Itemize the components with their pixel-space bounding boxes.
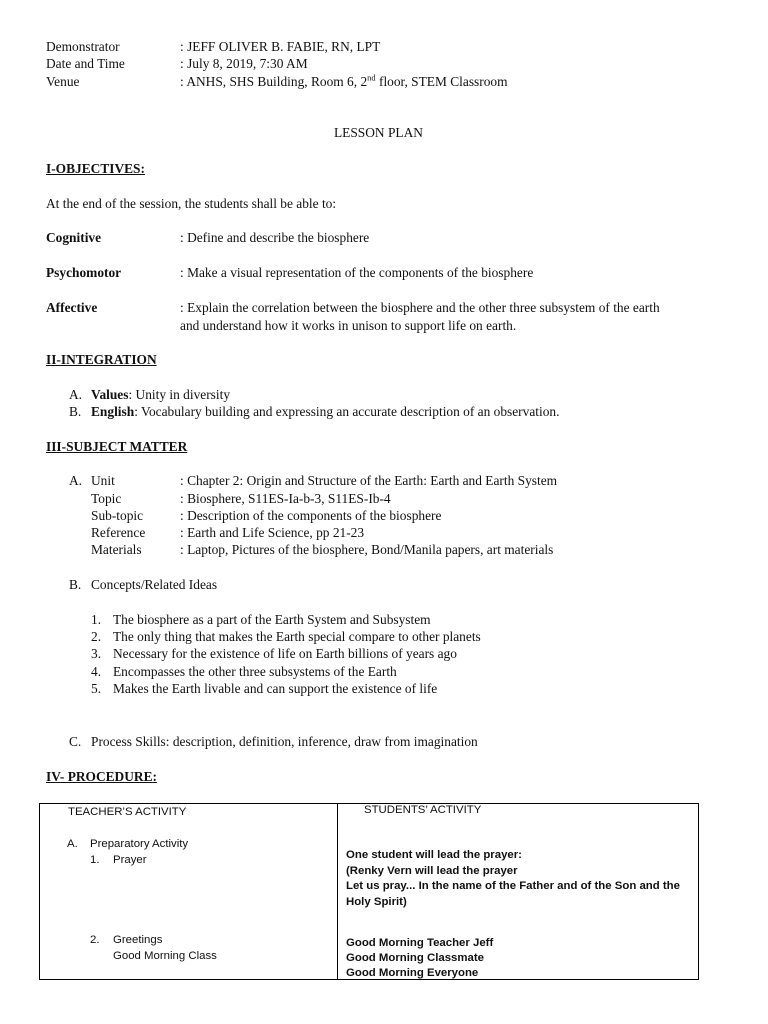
prayer-label: Prayer [113, 854, 147, 866]
subject-value-reference: : Earth and Life Science, pp 21-23 [180, 525, 365, 540]
concept-item: Encompasses the other three subsystems of the Earth [113, 664, 397, 679]
subject-marker-a: A. [69, 473, 83, 488]
students-activity-header: STUDENTS’ ACTIVITY [364, 804, 482, 816]
concept-number: 2. [91, 629, 102, 644]
skills-marker: C. [69, 734, 82, 749]
concept-item: Makes the Earth livable and can support the existence of life [113, 681, 438, 696]
concepts-marker: B. [69, 577, 82, 592]
subject-label-unit: Unit [91, 473, 115, 488]
objective-label-psychomotor: Psychomotor [46, 265, 122, 280]
students-prayer-text: One student will lead the prayer: (Renky Vern will lead the prayer Let us pray... In the name of the Father and of the Son and the Holy Spirit) [346, 849, 680, 908]
prayer-number: 1. [90, 854, 100, 866]
subject-value-subtopic: : Description of the components of the biosphere [180, 508, 442, 523]
objective-text-cognitive: : Define and describe the biosphere [180, 230, 370, 245]
objectives-intro: At the end of the session, the students shall be able to: [46, 196, 337, 211]
concept-number: 5. [91, 681, 102, 696]
demonstrator-label: Demonstrator [46, 39, 120, 54]
procedure-heading: IV- PROCEDURE: [46, 769, 157, 784]
integration-item-english: English: Vocabulary building and expressing an accurate description of an observation. [91, 404, 560, 419]
objectives-heading: I-OBJECTIVES: [46, 161, 145, 176]
subject-value-topic: : Biosphere, S11ES-Ia-b-3, S11ES-Ib-4 [180, 491, 391, 506]
concept-number: 1. [91, 612, 102, 627]
objective-label-affective: Affective [46, 300, 98, 315]
concept-number: 4. [91, 664, 102, 679]
subject-label-reference: Reference [91, 525, 146, 540]
prep-marker: A. [67, 838, 78, 850]
demonstrator-value: : JEFF OLIVER B. FABIE, RN, LPT [180, 39, 381, 54]
procedure-table [39, 803, 699, 980]
venue-label: Venue [46, 74, 80, 89]
concepts-heading: Concepts/Related Ideas [91, 577, 218, 592]
process-skills: Process Skills: description, definition, inference, draw from imagination [91, 734, 478, 749]
teacher-activity-header: TEACHER’S ACTIVITY [68, 806, 187, 818]
concept-item: Necessary for the existence of life on Earth billions of years ago [113, 646, 457, 661]
subject-label-topic: Topic [91, 491, 122, 506]
integration-marker-b: B. [69, 404, 82, 419]
integration-heading: II-INTEGRATION [46, 352, 157, 367]
greetings-label: Greetings [113, 934, 163, 946]
table-column-divider [337, 804, 338, 979]
datetime-label: Date and Time [46, 56, 125, 71]
page-title: LESSON PLAN [334, 125, 423, 140]
subject-matter-heading: III-SUBJECT MATTER [46, 439, 188, 454]
objective-text-affective: : Explain the correlation between the biosphere and the other three subsystem of the earth [180, 300, 660, 315]
student-greeting: Good Morning Everyone [346, 967, 479, 979]
integration-marker-a: A. [69, 387, 83, 402]
student-greeting: Good Morning Teacher Jeff [346, 937, 494, 949]
concept-item: The biosphere as a part of the Earth System and Subsystem [113, 612, 431, 627]
objective-text-affective-cont: and understand how it works in unison to support life on earth. [180, 318, 517, 333]
objective-text-psychomotor: : Make a visual representation of the components of the biosphere [180, 265, 534, 280]
objective-label-cognitive: Cognitive [46, 230, 102, 245]
integration-item-values: Values: Unity in diversity [91, 387, 231, 402]
student-greeting: Good Morning Classmate [346, 952, 484, 964]
greetings-number: 2. [90, 934, 100, 946]
teacher-greeting: Good Morning Class [113, 950, 217, 962]
subject-value-unit: : Chapter 2: Origin and Structure of the Earth: Earth and Earth System [180, 473, 558, 488]
datetime-value: : July 8, 2019, 7:30 AM [180, 56, 308, 71]
subject-label-materials: Materials [91, 542, 142, 557]
subject-value-materials: : Laptop, Pictures of the biosphere, Bond/Manila papers, art materials [180, 542, 554, 557]
subject-label-subtopic: Sub-topic [91, 508, 144, 523]
venue-value: : ANHS, SHS Building, Room 6, 2nd floor, STEM Classroom [180, 72, 508, 89]
prep-activity-label: Preparatory Activity [90, 838, 189, 850]
concept-number: 3. [91, 646, 102, 661]
concept-item: The only thing that makes the Earth special compare to other planets [113, 629, 481, 644]
